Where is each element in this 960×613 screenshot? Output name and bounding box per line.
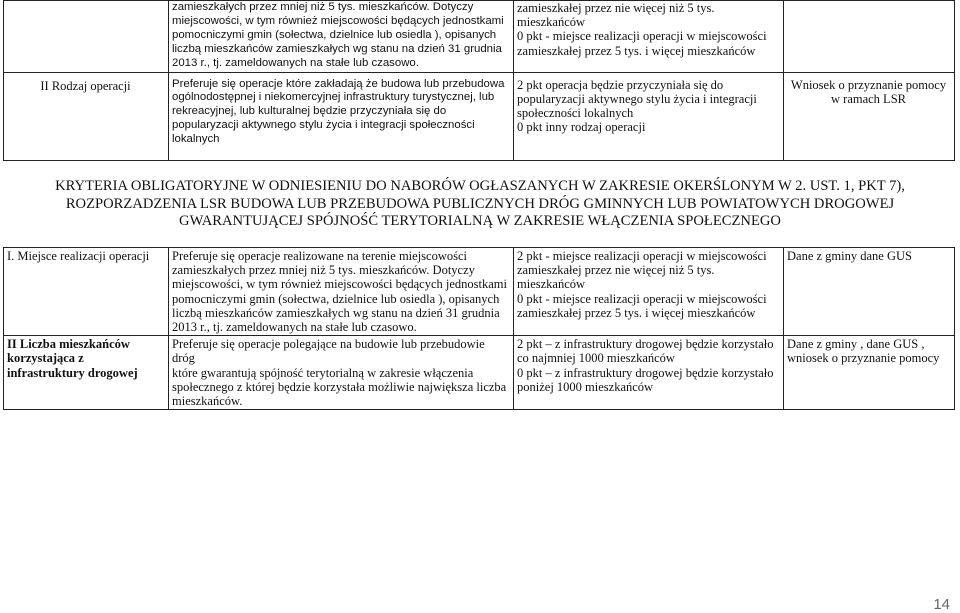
criterion-description-cell	[169, 336, 514, 410]
criterion-description: Preferuje się operacje które zakładają że budowa lub przebudowa ogólnodostępnej i niekomercyjnej infrastruktury turystycznej, lub rekreacyjnej, lub kulturalnej będzie przyczyniała się do popularyzacji aktywnego stylu życia i integracji społeczności lokalnych	[172, 77, 505, 146]
criterion-name-cell	[4, 72, 169, 160]
criterion-description-cell	[169, 1, 514, 73]
criterion-description-cell	[169, 248, 514, 336]
criterion-name: II Liczba mieszkańców korzystająca z infrastruktury drogowej	[7, 337, 138, 380]
section-heading-line-3: GWARANTUJĄCEJ SPÓJNOŚĆ TERYTORIALNĄ W ZAKRESIE WŁĄCZENIA SPOŁECZNEGO	[179, 213, 781, 230]
source-cell	[784, 336, 955, 410]
section-heading-line-2: ROZPORZADZENIA LSR BUDOWA LUB PRZEBUDOWA PUBLICZNYCH DRÓG GMINNYCH LUB POWIATOWYCH DROGOWEJ	[65, 195, 895, 212]
criterion-description-cell	[169, 72, 514, 160]
scoring-text: 2 pkt operacja będzie przyczyniała się do popularyzacji aktywnego stylu życia i integracji społeczności lokalnych 0 pkt inny rodzaj operacji	[517, 77, 757, 135]
source-cell	[784, 1, 955, 73]
table-row	[4, 336, 955, 410]
scoring-cell	[514, 72, 784, 160]
source-text: Wniosek o przyznanie pomocy w ramach LSR	[790, 77, 947, 106]
table-row	[4, 72, 955, 160]
criterion-name-cell	[4, 336, 169, 410]
criterion-name: II Rodzaj operacji	[40, 78, 131, 93]
page-number: 14	[933, 595, 950, 613]
section-heading	[12, 178, 948, 231]
table-row	[4, 248, 955, 336]
source-cell	[784, 72, 955, 160]
table-row	[4, 1, 955, 73]
scoring-text: 2 pkt – z infrastruktury drogowej będzie korzystało co najmniej 1000 mieszkańców 0 pkt – z infrastruktury drogowej będzie korzystało poniżej 1000 mieszkańców	[517, 337, 774, 394]
criterion-name-cell	[4, 1, 169, 73]
scoring-text: zamieszkałej przez nie więcej niż 5 tys. mieszkańców 0 pkt - miejsce realizacji operacji w miejscowości zamieszkałej przez 5 tys. i więcej mieszkańców	[517, 1, 767, 58]
scoring-cell	[514, 1, 784, 73]
source-cell	[784, 248, 955, 336]
criterion-description: Preferuje się operacje realizowane na terenie miejscowości zamieszkałych przez mniej niż 5 tys. mieszkańców. Dotyczy miejscowości, w tym również miejscowości będących jednostkami pomocniczymi gmin (sołectwa, dzielnice lub osiedla ), opisanych liczbą mieszkańców zamieszkałych wg stanu na dzień 31 grudnia 2013 r., tj. zameldowanych na stałe lub czasowo.	[172, 249, 507, 335]
criterion-name: I. Miejsce realizacji operacji	[7, 249, 150, 263]
scoring-cell	[514, 336, 784, 410]
criteria-table-continued	[3, 0, 955, 161]
scoring-cell	[514, 248, 784, 336]
criterion-description: zamieszkałych przez mniej niż 5 tys. mieszkańców. Dotyczy miejscowości, w tym również miejscowości będących jednostkami pomocniczymi gmin (sołectwa, dzielnice lub osiedla ), opisanych liczbą mieszkańców zamieszkałych wg stanu na dzień 31 grudnia 2013 r., tj. zameldowanych na stałe lub czasowo.	[172, 1, 504, 69]
criterion-name-cell	[4, 248, 169, 336]
criterion-description: Preferuje się operacje polegające na budowie lub przebudowie dróg które gwarantują spójność terytorialną w zakresie włączenia społecznego z której będzie korzystała możliwie największa liczba mieszkańców.	[172, 337, 507, 409]
section-heading-line-1: KRYTERIA OBLIGATORYJNE W ODNIESIENIU DO NABORÓW OGŁASZANYCH W ZAKRESIE OKERŚLONYM W 2. UST. 1, PKT 7),	[55, 178, 905, 194]
road-criteria-table	[3, 247, 955, 410]
source-text: Dane z gminy dane GUS	[787, 249, 912, 263]
source-text: Dane z gminy , dane GUS , wniosek o przyznanie pomocy	[787, 337, 940, 366]
scoring-text: 2 pkt - miejsce realizacji operacji w miejscowości zamieszkałej przez nie więcej niż 5 tys. mieszkańców 0 pkt - miejsce realizacji operacji w miejscowości zamieszkałej przez 5 tys. i więcej mieszkańców	[517, 249, 767, 320]
